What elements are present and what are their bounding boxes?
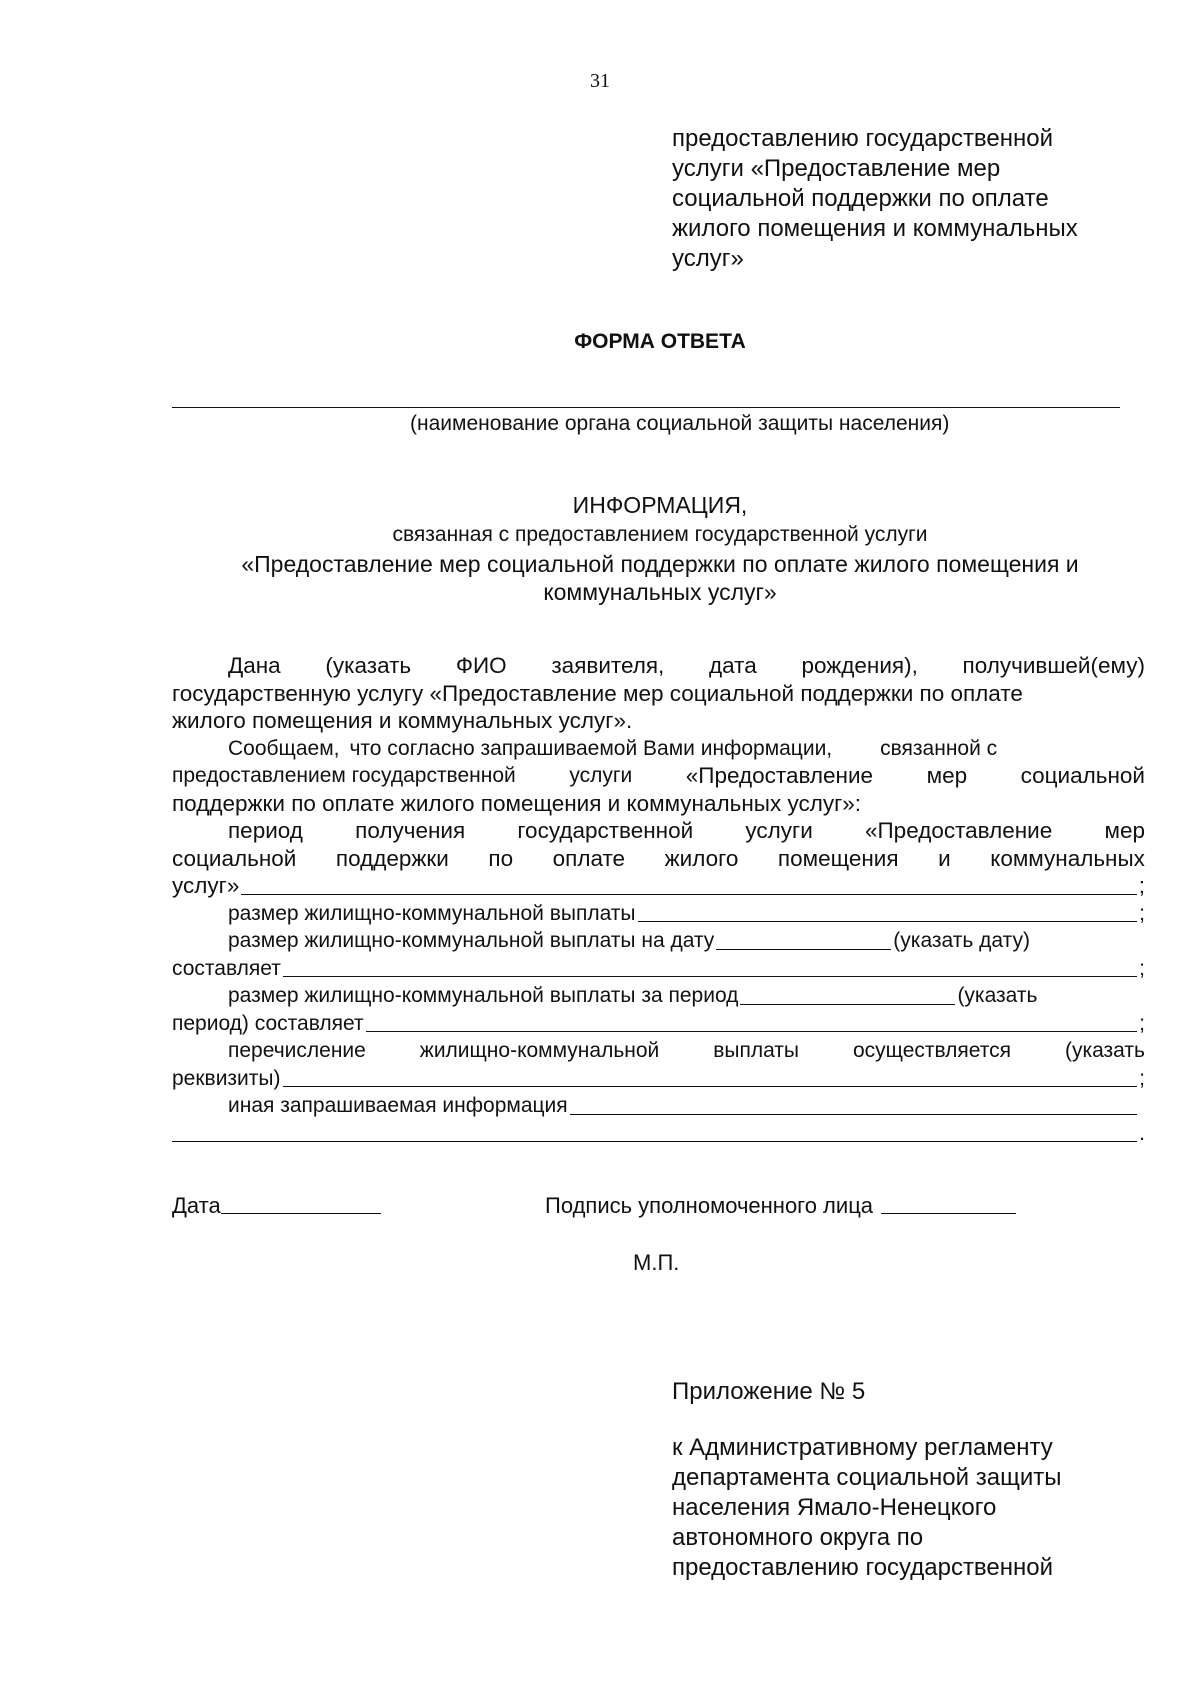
date-blank[interactable]	[716, 949, 891, 950]
line-end: ;	[1139, 956, 1145, 980]
transfer-line	[172, 1037, 1145, 1065]
header-continuation	[672, 124, 1142, 274]
header-line: услуги «Предоставление мер	[672, 155, 1001, 182]
word: мер	[926, 763, 968, 788]
word: и	[938, 845, 951, 871]
amount-label: период) составляет	[172, 1011, 364, 1035]
appendix-line: автономного округа по	[672, 1524, 924, 1551]
info-service-line: «Предоставление мер социальной поддержки по оплате жилого помещения и	[241, 551, 1079, 577]
payment-date-field	[172, 927, 1145, 955]
line-end: .	[1139, 1121, 1145, 1145]
word: услуги	[745, 818, 813, 843]
payment-size-blank[interactable]	[638, 921, 1138, 922]
word: получившей(ему)	[962, 653, 1145, 678]
word: перечисление	[228, 1039, 366, 1062]
word: Сообщаем,	[228, 736, 340, 760]
word: ФИО	[455, 653, 507, 678]
word: жилищно-коммунальной	[419, 1039, 660, 1062]
date-blank[interactable]	[221, 1213, 381, 1214]
word: оплате	[552, 845, 626, 871]
line-end: ;	[1138, 873, 1145, 898]
word: коммунальных	[990, 845, 1145, 871]
payment-date-amount-field	[172, 955, 1145, 983]
word: «Предоставление	[685, 763, 874, 788]
header-line: жилого помещения и коммунальных	[672, 215, 1078, 242]
line-end: ;	[1139, 1011, 1145, 1035]
appendix-line: населения Ямало-Ненецкого	[672, 1494, 997, 1521]
other-info-continuation	[172, 1120, 1145, 1148]
period-field	[172, 872, 1145, 900]
payment-size-field	[172, 900, 1145, 928]
word: (указать	[1064, 1039, 1145, 1062]
info-heading	[160, 490, 1160, 606]
period-line	[172, 845, 1145, 873]
appendix-line: к Административному регламенту	[672, 1434, 1053, 1461]
appendix-reference	[672, 1433, 1142, 1583]
word: жилого	[664, 845, 739, 871]
org-name-line	[172, 407, 1120, 408]
paragraph-line: жилого помещения и коммунальных услуг».	[172, 708, 633, 733]
line-end: ;	[1139, 1066, 1145, 1090]
org-caption: (наименование органа социальной защиты населения)	[410, 412, 950, 435]
period-label: услуг»	[172, 873, 240, 898]
word: по	[488, 845, 514, 871]
payment-size-label: размер жилищно-коммунальной выплаты	[228, 901, 636, 925]
word: «Предоставление	[865, 818, 1053, 843]
period-blank[interactable]	[740, 1004, 955, 1005]
payment-period-field	[172, 982, 1145, 1010]
word: помещения	[777, 845, 899, 871]
signer-blank[interactable]	[881, 1213, 1016, 1214]
seal-placeholder: М.П.	[633, 1250, 680, 1275]
word: Дана	[228, 653, 281, 678]
transfer-details-field	[172, 1065, 1145, 1093]
info-service-line: коммунальных услуг»	[543, 579, 777, 605]
word: мер	[1104, 818, 1145, 843]
details-label: реквизиты)	[172, 1066, 281, 1090]
paragraph-line: государственную услугу «Предоставление мер социальной поддержки по оплате	[172, 680, 1023, 706]
period-blank[interactable]	[241, 894, 1136, 895]
period-line	[172, 817, 1145, 845]
payment-period-hint: (указать	[957, 984, 1038, 1007]
form-title: ФОРМА ОТВЕТА	[574, 330, 746, 353]
info-subtitle: связанная с предоставлением государственной услуги	[392, 523, 928, 546]
form-body	[172, 652, 1145, 1147]
paragraph-line	[172, 762, 1145, 790]
word: период	[228, 818, 303, 843]
word: получения	[355, 818, 466, 843]
word: выплаты	[713, 1039, 800, 1062]
header-line: социальной поддержки по оплате	[672, 185, 1049, 212]
other-info-field	[172, 1092, 1145, 1120]
word: поддержки	[335, 845, 449, 871]
signer-field	[545, 1193, 1016, 1219]
date-signature-field	[172, 1193, 381, 1219]
signer-label: Подпись уполномоченного лица	[545, 1193, 874, 1218]
word: социальной	[172, 845, 297, 871]
header-line: услуг»	[672, 245, 744, 272]
paragraph-inform-line	[172, 735, 1145, 763]
paragraph-applicant-line	[172, 652, 1145, 680]
date-label: Дата	[172, 1193, 221, 1218]
appendix-line: департамента социальной защиты	[672, 1464, 1062, 1491]
word: связанной с	[880, 736, 998, 760]
amount-blank[interactable]	[366, 1031, 1138, 1032]
details-blank[interactable]	[283, 1086, 1138, 1087]
word: (указать	[325, 653, 412, 678]
word: дата	[709, 653, 757, 678]
payment-date-hint: (указать дату)	[893, 929, 1030, 952]
word: социальной	[1020, 763, 1145, 788]
word: услуги	[569, 764, 633, 787]
other-info-label: иная запрашиваемая информация	[228, 1094, 568, 1117]
info-title: ИНФОРМАЦИЯ,	[572, 492, 748, 518]
amount-label: составляет	[172, 956, 281, 980]
paragraph-line: поддержки по оплате жилого помещения и коммунальных услуг»:	[172, 790, 862, 816]
payment-period-amount-field	[172, 1010, 1145, 1038]
word: заявителя,	[551, 653, 665, 678]
amount-blank[interactable]	[283, 976, 1137, 977]
word: государственной	[517, 818, 694, 843]
page-number: 31	[590, 70, 610, 92]
line-end: ;	[1139, 901, 1145, 925]
payment-period-label: размер жилищно-коммунальной выплаты за период	[228, 984, 739, 1007]
appendix-line: предоставлению государственной	[672, 1554, 1054, 1581]
header-line: предоставлению государственной	[672, 125, 1054, 152]
word: что согласно запрашиваемой Вами информации,	[349, 736, 833, 760]
word: предоставлением государственной	[172, 764, 516, 787]
other-info-blank[interactable]	[172, 1141, 1137, 1142]
other-info-blank[interactable]	[570, 1114, 1138, 1115]
appendix-title: Приложение № 5	[672, 1378, 866, 1405]
word: рождения),	[801, 653, 918, 678]
payment-date-label: размер жилищно-коммунальной выплаты на дату	[228, 929, 715, 952]
word: осуществляется	[852, 1039, 1012, 1062]
